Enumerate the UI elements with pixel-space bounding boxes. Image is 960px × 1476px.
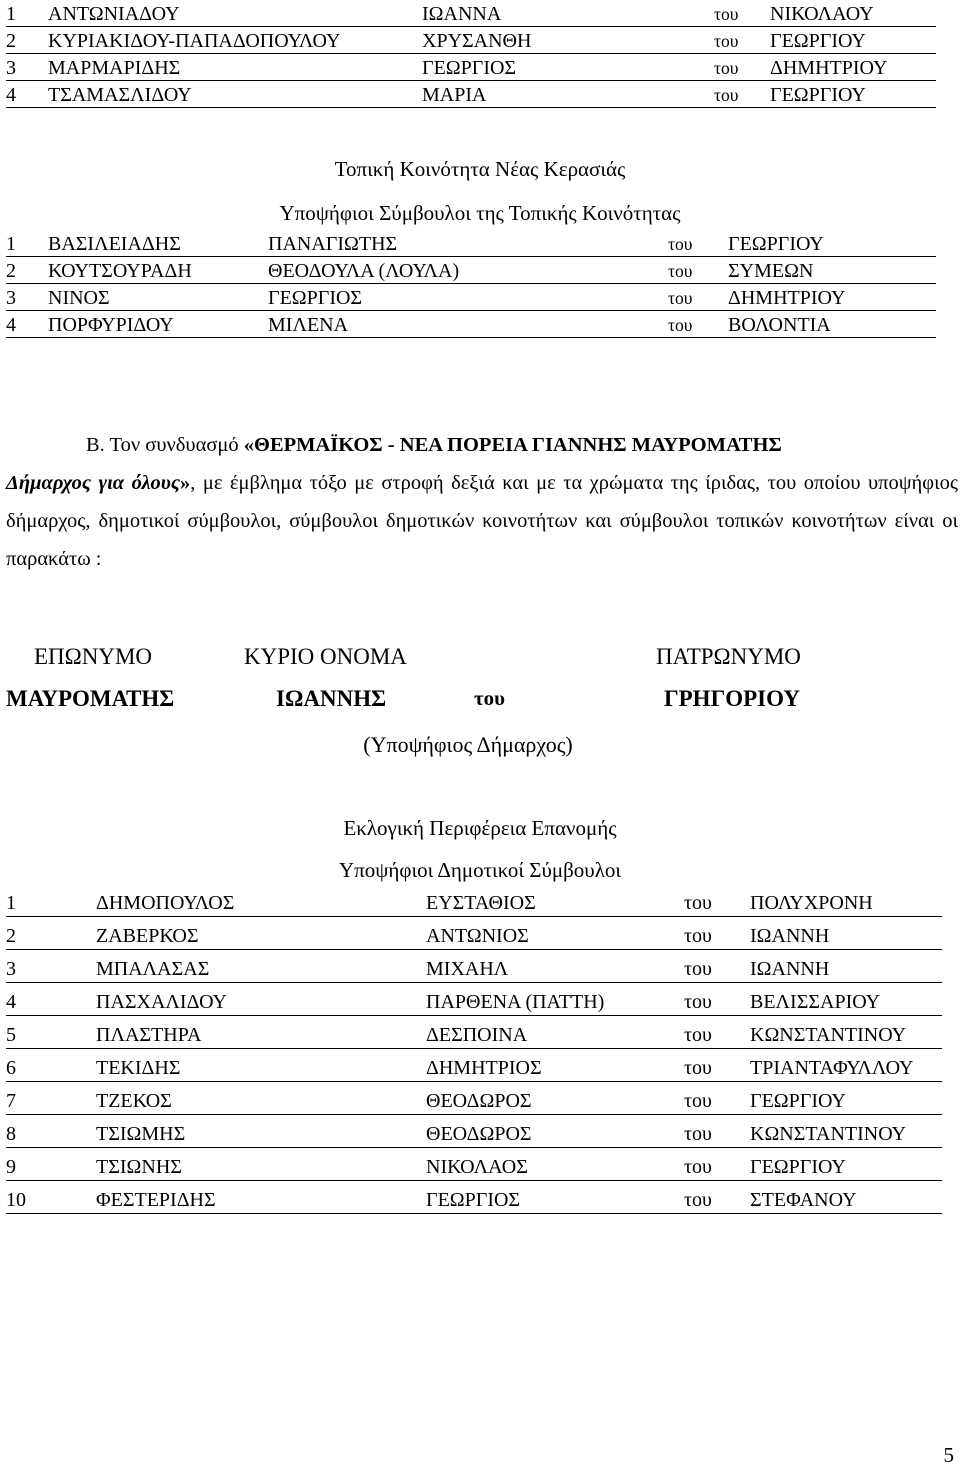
table-row: [6, 0, 936, 27]
surname-cell: ΔΗΜΟΠΟΥΛΟΣ: [96, 884, 426, 917]
name-cell: ΔΕΣΠΟΙΝΑ: [426, 1016, 684, 1049]
community-subtitle: Υποψήφιοι Σύμβουλοι της Τοπικής Κοινότητας: [279, 201, 681, 225]
row-number: 5: [6, 1016, 96, 1049]
surname-cell: ΠΛΑΣΤΗΡΑ: [96, 1016, 426, 1049]
name-cell: ΧΡΥΣΑΝΘΗ: [422, 27, 714, 54]
father-cell: ΓΕΩΡΓΙΟΥ: [770, 81, 936, 108]
name-cell: ΙΩΑΝΝΑ: [422, 0, 714, 27]
top-candidates-table: [6, 0, 936, 108]
coalition-slogan: Δήμαρχος για όλους: [6, 472, 180, 494]
header-surname: ΕΠΩΝΥΜΟ: [34, 644, 153, 669]
table-row: [6, 257, 936, 284]
district-title: Εκλογική Περιφέρεια Επανομής: [343, 816, 617, 840]
row-number: 9: [6, 1148, 96, 1181]
surname-cell: ΤΕΚΙΔΗΣ: [96, 1049, 426, 1082]
father-cell: ΚΩΝΣΤΑΝΤΙΝΟΥ: [750, 1115, 942, 1148]
row-number: 3: [6, 54, 48, 81]
coalition-name-close: »: [180, 472, 191, 494]
district-candidates-table: [6, 884, 942, 1214]
table-row: [6, 950, 942, 983]
father-cell: ΙΩΑΝΝΗ: [750, 917, 942, 950]
paragraph-rest: , με έμβλημα τόξο με στροφή δεξιά και με τα χρώματα της ίριδας, του οποίου υποψήφιος δήμαρχος, δημοτικοί σύμβουλοι, σύμβουλοι δημοτικών κοινοτήτων και σύμβουλοι τοπικών κοινοτήτων είναι οι παρακάτω :: [6, 472, 958, 570]
row-number: 6: [6, 1049, 96, 1082]
father-cell: ΤΡΙΑΝΤΑΦΥΛΛΟΥ: [750, 1049, 942, 1082]
of-cell: του: [684, 950, 750, 983]
of-cell: του: [684, 1049, 750, 1082]
mayor-father: ΓΡΗΓΟΡΙΟΥ: [664, 686, 801, 711]
father-cell: ΙΩΑΝΝΗ: [750, 950, 942, 983]
table-row: [6, 1181, 942, 1214]
surname-cell: ΤΣΙΩΝΗΣ: [96, 1148, 426, 1181]
mayor-surname: ΜΑΥΡΟΜΑΤΗΣ: [6, 686, 175, 711]
surname-cell: ΚΥΡΙΑΚΙΔΟΥ-ΠΑΠΑΔΟΠΟΥΛΟΥ: [48, 27, 422, 54]
of-cell: του: [668, 257, 728, 284]
coalition-paragraph: [6, 426, 958, 578]
name-cell: ΜΙΛΕΝΑ: [268, 311, 668, 338]
table-row: [6, 54, 936, 81]
row-number: 2: [6, 27, 48, 54]
table-row: [6, 81, 936, 108]
of-cell: του: [714, 27, 770, 54]
father-cell: ΓΕΩΡΓΙΟΥ: [750, 1148, 942, 1181]
of-cell: του: [714, 0, 770, 27]
community-candidates-table: [6, 230, 936, 338]
surname-cell: ΑΝΤΩΝΙΑΔΟΥ: [48, 0, 422, 27]
row-number: 4: [6, 983, 96, 1016]
father-cell: ΔΗΜΗΤΡΙΟΥ: [770, 54, 936, 81]
name-cell: ΠΑΡΘΕΝΑ (ΠΑΤΤΗ): [426, 983, 684, 1016]
of-cell: του: [684, 983, 750, 1016]
district-subtitle: Υποψήφιοι Δημοτικοί Σύμβουλοι: [338, 858, 622, 882]
father-cell: ΔΗΜΗΤΡΙΟΥ: [728, 284, 936, 311]
surname-cell: ΠΑΣΧΑΛΙΔΟΥ: [96, 983, 426, 1016]
of-cell: του: [684, 1115, 750, 1148]
father-cell: ΒΕΛΙΣΣΑΡΙΟΥ: [750, 983, 942, 1016]
surname-cell: ΠΟΡΦΥΡΙΔΟΥ: [48, 311, 268, 338]
name-cell: ΔΗΜΗΤΡΙΟΣ: [426, 1049, 684, 1082]
of-cell: του: [684, 884, 750, 917]
table-row: [6, 983, 942, 1016]
table-row: [6, 284, 936, 311]
surname-cell: ΜΠΑΛΑΣΑΣ: [96, 950, 426, 983]
surname-cell: ΚΟΥΤΣΟΥΡΑΔΗ: [48, 257, 268, 284]
table-row: [6, 27, 936, 54]
surname-cell: ΝΙΝΟΣ: [48, 284, 268, 311]
of-cell: του: [684, 917, 750, 950]
of-cell: του: [714, 81, 770, 108]
father-cell: ΓΕΩΡΓΙΟΥ: [728, 230, 936, 257]
mayor-name: ΙΩΑΝΝΗΣ: [276, 686, 387, 711]
row-number: 1: [6, 884, 96, 917]
surname-cell: ΦΕΣΤΕΡΙΔΗΣ: [96, 1181, 426, 1214]
father-cell: ΓΕΩΡΓΙΟΥ: [770, 27, 936, 54]
row-number: 3: [6, 284, 48, 311]
of-cell: του: [684, 1082, 750, 1115]
father-cell: ΝΙΚΟΛΑΟΥ: [770, 0, 936, 27]
row-number: 10: [6, 1181, 96, 1214]
name-cell: ΑΝΤΩΝΙΟΣ: [426, 917, 684, 950]
page-number: 5: [943, 1443, 954, 1467]
of-cell: του: [684, 1016, 750, 1049]
mayor-of: του: [474, 686, 506, 710]
row-number: 3: [6, 950, 96, 983]
of-cell: του: [714, 54, 770, 81]
of-cell: του: [684, 1148, 750, 1181]
name-cell: ΘΕΟΔΩΡΟΣ: [426, 1082, 684, 1115]
name-cell: ΓΕΩΡΓΙΟΣ: [268, 284, 668, 311]
name-cell: ΕΥΣΤΑΘΙΟΣ: [426, 884, 684, 917]
table-row: [6, 1082, 942, 1115]
father-cell: ΣΤΕΦΑΝΟΥ: [750, 1181, 942, 1214]
of-cell: του: [668, 284, 728, 311]
row-number: 4: [6, 311, 48, 338]
coalition-name: «ΘΕΡΜΑΪΚΟΣ - ΝΕΑ ΠΟΡΕΙΑ ΓΙΑΝΝΗΣ ΜΑΥΡΟΜΑΤΗΣ: [243, 434, 782, 456]
table-row: [6, 917, 942, 950]
surname-cell: ΤΣΑΜΑΣΛΙΔΟΥ: [48, 81, 422, 108]
row-number: 2: [6, 257, 48, 284]
header-name: ΚΥΡΙΟ ΟΝΟΜΑ: [244, 644, 407, 669]
name-cell: ΘΕΟΔΟΥΛΑ (ΛΟΥΛΑ): [268, 257, 668, 284]
mayor-role: (Υποψήφιος Δήμαρχος): [363, 732, 573, 757]
row-number: 1: [6, 0, 48, 27]
of-cell: του: [668, 230, 728, 257]
name-cell: ΓΕΩΡΓΙΟΣ: [422, 54, 714, 81]
name-cell: ΝΙΚΟΛΑΟΣ: [426, 1148, 684, 1181]
name-cell: ΜΑΡΙΑ: [422, 81, 714, 108]
table-row: [6, 1049, 942, 1082]
of-cell: του: [684, 1181, 750, 1214]
of-cell: του: [668, 311, 728, 338]
father-cell: ΒΟΛΟΝΤΙΑ: [728, 311, 936, 338]
table-row: [6, 884, 942, 917]
paragraph-prefix: Β. Τον συνδυασμό: [86, 434, 244, 456]
father-cell: ΠΟΛΥΧΡΟΝΗ: [750, 884, 942, 917]
father-cell: ΓΕΩΡΓΙΟΥ: [750, 1082, 942, 1115]
name-cell: ΘΕΟΔΩΡΟΣ: [426, 1115, 684, 1148]
surname-cell: ΖΑΒΕΡΚΟΣ: [96, 917, 426, 950]
row-number: 4: [6, 81, 48, 108]
table-row: [6, 1115, 942, 1148]
row-number: 8: [6, 1115, 96, 1148]
name-cell: ΠΑΝΑΓΙΩΤΗΣ: [268, 230, 668, 257]
surname-cell: ΜΑΡΜΑΡΙΔΗΣ: [48, 54, 422, 81]
community-title: Τοπική Κοινότητα Νέας Κερασιάς: [334, 157, 626, 181]
father-cell: ΣΥΜΕΩΝ: [728, 257, 936, 284]
row-number: 7: [6, 1082, 96, 1115]
surname-cell: ΒΑΣΙΛΕΙΑΔΗΣ: [48, 230, 268, 257]
table-row: [6, 230, 936, 257]
father-cell: ΚΩΝΣΤΑΝΤΙΝΟΥ: [750, 1016, 942, 1049]
name-cell: ΜΙΧΑΗΛ: [426, 950, 684, 983]
row-number: 1: [6, 230, 48, 257]
header-father: ΠΑΤΡΩΝΥΜΟ: [656, 644, 801, 669]
table-row: [6, 1148, 942, 1181]
surname-cell: ΤΖΕΚΟΣ: [96, 1082, 426, 1115]
table-row: [6, 311, 936, 338]
row-number: 2: [6, 917, 96, 950]
surname-cell: ΤΣΙΩΜΗΣ: [96, 1115, 426, 1148]
table-row: [6, 1016, 942, 1049]
name-cell: ΓΕΩΡΓΙΟΣ: [426, 1181, 684, 1214]
